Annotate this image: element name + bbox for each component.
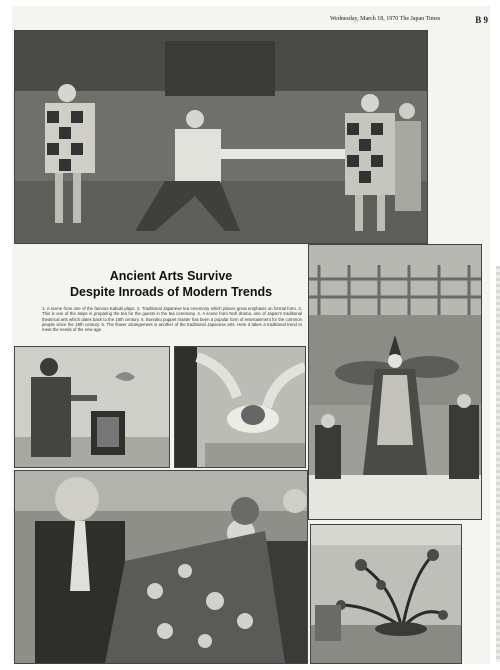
page-edge-strip	[496, 266, 500, 662]
headline-line-1: Ancient Arts Survive	[109, 269, 233, 283]
photo-bunraku	[14, 470, 308, 664]
masthead	[330, 16, 490, 28]
photo-tea-preparation	[174, 346, 306, 468]
masthead-text: Wednesday, March 18, 1970 The Japan Times	[330, 16, 441, 22]
photo-noh-drama	[308, 244, 482, 520]
headline-line-2: Despite Inroads of Modern Trends	[69, 285, 273, 299]
photo-flower-arrangement	[310, 524, 462, 664]
newspaper-page	[12, 6, 490, 664]
article-caption: 1. A scene from one of the famous Kabuki plays. 2. Traditional Japanese tea ceremony which places great emphasis on formal form. 3. This is one of the steps in preparing the tea for the guests in the tea ceremony. 4. A scene from Noh drama, one of Japan's traditional theatrical arts which dates back to the 15th century. 5. Bunraku puppet master has been a popular form of entertainment for the common people since the 18th century. 6. The flower arrangement is another of the traditional Japanese arts. Here it takes a traditional trend to meet the needs of the new age.	[42, 306, 302, 333]
article-headline	[42, 268, 300, 300]
photo-kabuki	[14, 30, 428, 244]
photo-tea-ceremony	[14, 346, 170, 468]
page-number: B 9	[475, 15, 488, 25]
